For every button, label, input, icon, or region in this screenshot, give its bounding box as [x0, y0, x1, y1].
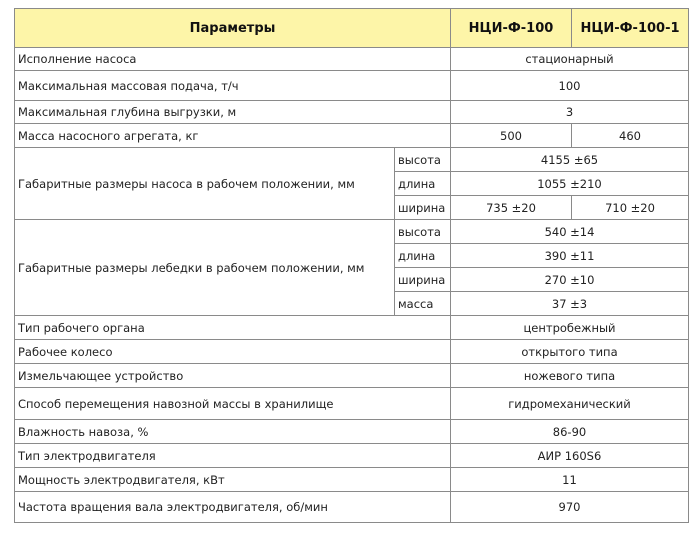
- row-label: Масса насосного агрегата, кг: [15, 124, 451, 148]
- row-value: 3: [451, 101, 689, 124]
- row-value: 86-90: [451, 420, 689, 444]
- sub-label: ширина: [395, 196, 451, 220]
- row-label: Измельчающее устройство: [15, 364, 451, 388]
- row-label: Тип электродвигателя: [15, 444, 451, 468]
- specs-table: [14, 8, 689, 523]
- table-row: [15, 148, 689, 172]
- table-row: [15, 316, 689, 340]
- row-value: гидромеханический: [451, 388, 689, 420]
- sub-label: высота: [395, 148, 451, 172]
- row-label: Способ перемещения навозной массы в хранилище: [15, 388, 451, 420]
- row-label: Габаритные размеры насоса в рабочем положении, мм: [15, 148, 395, 220]
- sub-label: длина: [395, 172, 451, 196]
- sub-label: высота: [395, 220, 451, 244]
- sub-label: длина: [395, 244, 451, 268]
- row-label: Мощность электродвигателя, кВт: [15, 468, 451, 492]
- row-value: 540 ±14: [451, 220, 689, 244]
- row-value: 1055 ±210: [451, 172, 689, 196]
- table-row: [15, 468, 689, 492]
- header-params: Параметры: [15, 9, 451, 48]
- header-model-2: НЦИ-Ф-100-1: [572, 9, 689, 48]
- row-value: центробежный: [451, 316, 689, 340]
- row-label: Габаритные размеры лебедки в рабочем положении, мм: [15, 220, 395, 316]
- table-row: [15, 220, 689, 244]
- table-row: [15, 492, 689, 523]
- row-value: 100: [451, 71, 689, 101]
- row-value: стационарный: [451, 48, 689, 71]
- row-label: Максимальная массовая подача, т/ч: [15, 71, 451, 101]
- row-value-model-2: 710 ±20: [572, 196, 689, 220]
- row-value: 970: [451, 492, 689, 523]
- table-row: [15, 364, 689, 388]
- row-value: ножевого типа: [451, 364, 689, 388]
- row-value: АИР 160S6: [451, 444, 689, 468]
- table-row: [15, 48, 689, 71]
- row-value-model-2: 460: [572, 124, 689, 148]
- row-label: Рабочее колесо: [15, 340, 451, 364]
- row-value: 270 ±10: [451, 268, 689, 292]
- table-header-row: [15, 9, 689, 48]
- table-row: [15, 388, 689, 420]
- table-row: [15, 71, 689, 101]
- row-value: 11: [451, 468, 689, 492]
- row-value: 37 ±3: [451, 292, 689, 316]
- row-value-model-1: 735 ±20: [451, 196, 572, 220]
- row-value-model-1: 500: [451, 124, 572, 148]
- row-label: Влажность навоза, %: [15, 420, 451, 444]
- row-label: Тип рабочего органа: [15, 316, 451, 340]
- row-label: Максимальная глубина выгрузки, м: [15, 101, 451, 124]
- row-value: 4155 ±65: [451, 148, 689, 172]
- sub-label: ширина: [395, 268, 451, 292]
- table-row: [15, 444, 689, 468]
- table-row: [15, 420, 689, 444]
- sub-label: масса: [395, 292, 451, 316]
- table-row: [15, 340, 689, 364]
- header-model-1: НЦИ-Ф-100: [451, 9, 572, 48]
- table-row: [15, 124, 689, 148]
- table-row: [15, 101, 689, 124]
- row-label: Частота вращения вала электродвигателя, об/мин: [15, 492, 451, 523]
- row-label: Исполнение насоса: [15, 48, 451, 71]
- row-value: 390 ±11: [451, 244, 689, 268]
- row-value: открытого типа: [451, 340, 689, 364]
